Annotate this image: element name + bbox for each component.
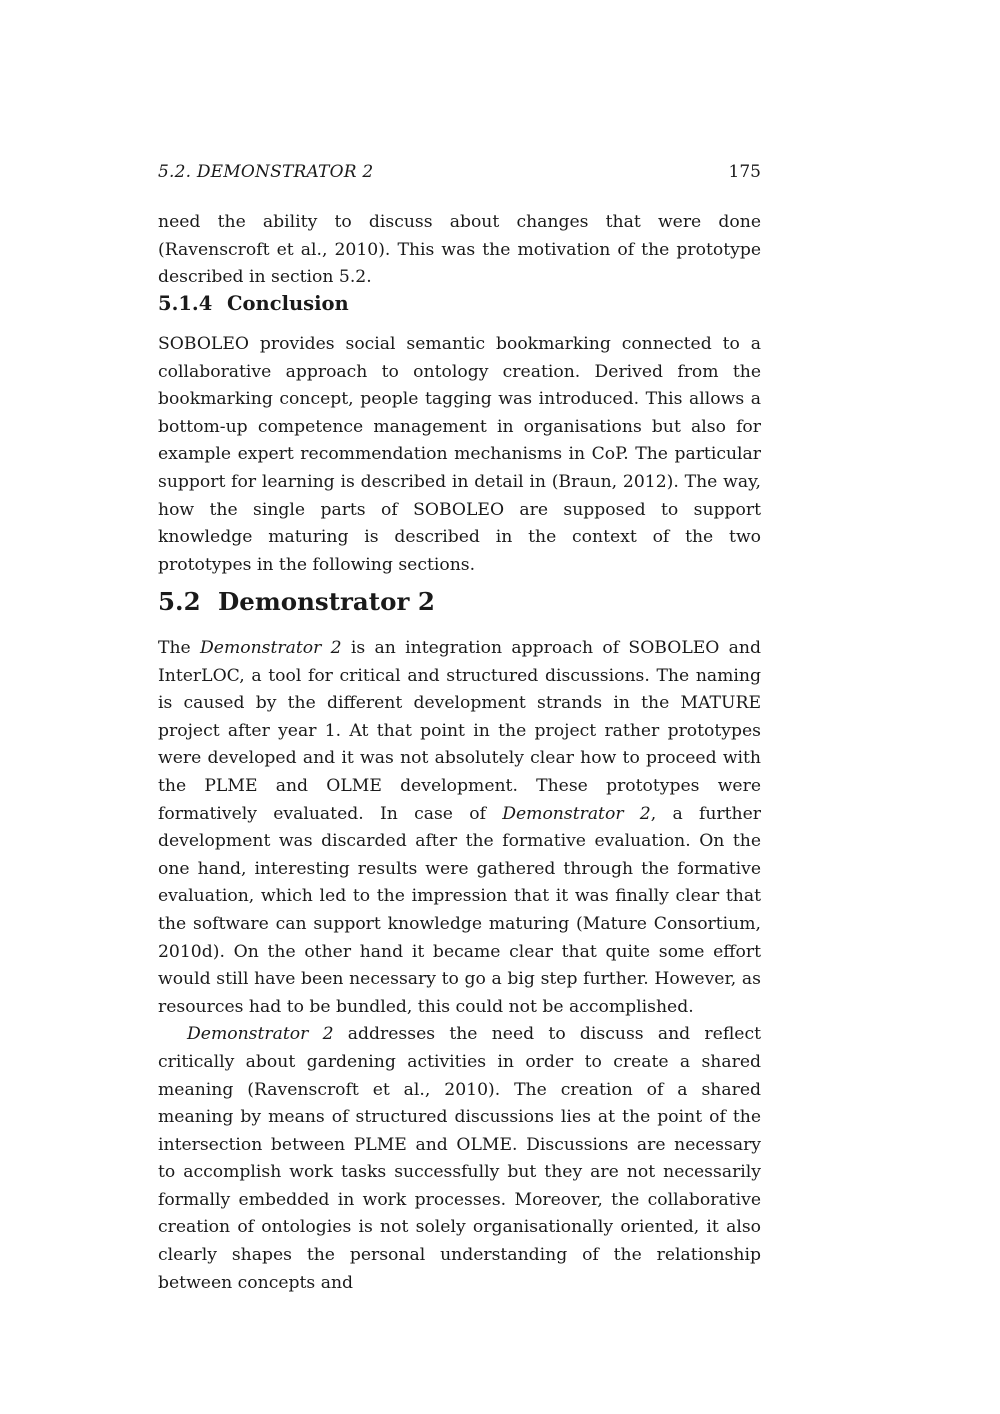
page-number: 175 — [728, 162, 761, 182]
running-header — [158, 160, 761, 184]
intro-paragraph: need the ability to discuss about changes that were done (Ravenscroft et al., 2010). This was the motivation of the prototype described in section 5.2. — [158, 212, 761, 288]
intro-block — [158, 209, 761, 292]
section-title: Demonstrator 2 — [218, 587, 435, 616]
p1-emphasis-2: Demonstrator 2 — [502, 803, 651, 824]
conclusion-paragraph: SOBOLEO provides social semantic bookmarking connected to a collaborative approach to ontology creation. Derived from the bookmarking concept, people tagging was introduced. This allows a bottom-up competence management in organisations but also for example expert recommendation mechanisms in CoP. The particular support for learning is described in detail in (Braun, 2012). The way, how the single parts of SOBOLEO are supposed to support knowledge maturing is described in the context of the two prototypes in the following sections. — [158, 334, 761, 575]
section-paragraph-2 — [158, 1021, 761, 1297]
p1-text-1: The — [158, 638, 201, 658]
section-body — [158, 635, 761, 1297]
subsection-heading — [158, 290, 349, 318]
subsection-number: 5.1.4 — [158, 292, 213, 315]
running-header-section: 5.2. DEMONSTRATOR 2 — [158, 162, 374, 182]
section-paragraph-1 — [158, 635, 761, 1021]
section-heading — [158, 585, 435, 619]
p2-emphasis-1: Demonstrator 2 — [187, 1024, 334, 1045]
p1-emphasis-1: Demonstrator 2 — [200, 638, 342, 658]
p2-text-1: addresses the need to discuss and reflect critically about gardening activities in order to create a shared meaning (Ravenscroft et al., 2010). The creation of a shared meaning by means of structured discussions lies at the point of the intersection between PLME and OLME. Discussions are necessary to accomplish work tasks successfully but they are not necessarily formally embedded in work processes. Moreover, the collaborative creation of ontologies is not solely organisationally oriented, it also clearly shapes the personal understanding of the relationship between concepts and — [158, 1024, 761, 1293]
section-number: 5.2 — [158, 587, 201, 616]
conclusion-block — [158, 331, 761, 579]
p1-text-2: is an integration approach of SOBOLEO and InterLOC, a tool for critical and structured discussions. The naming is caused by the different development strands in the MATURE project after year 1. At that point in the project rather prototypes were developed and it was not absolutely clear how to proceed with the PLME and OLME development. These prototypes were formatively evaluated. In case of — [158, 638, 762, 824]
subsection-title: Conclusion — [227, 292, 349, 315]
p1-text-3: , a further development was discarded after the formative evaluation. On the one hand, interesting results were gathered through the formative evaluation, which led to the impression that it was finally clear that the software can support knowledge maturing (Mature Consortium, 2010d). On the other hand it became clear that quite some effort would still have been necessary to go a big step further. However, as resources had to be bundled, this could not be accomplished. — [158, 803, 761, 1017]
